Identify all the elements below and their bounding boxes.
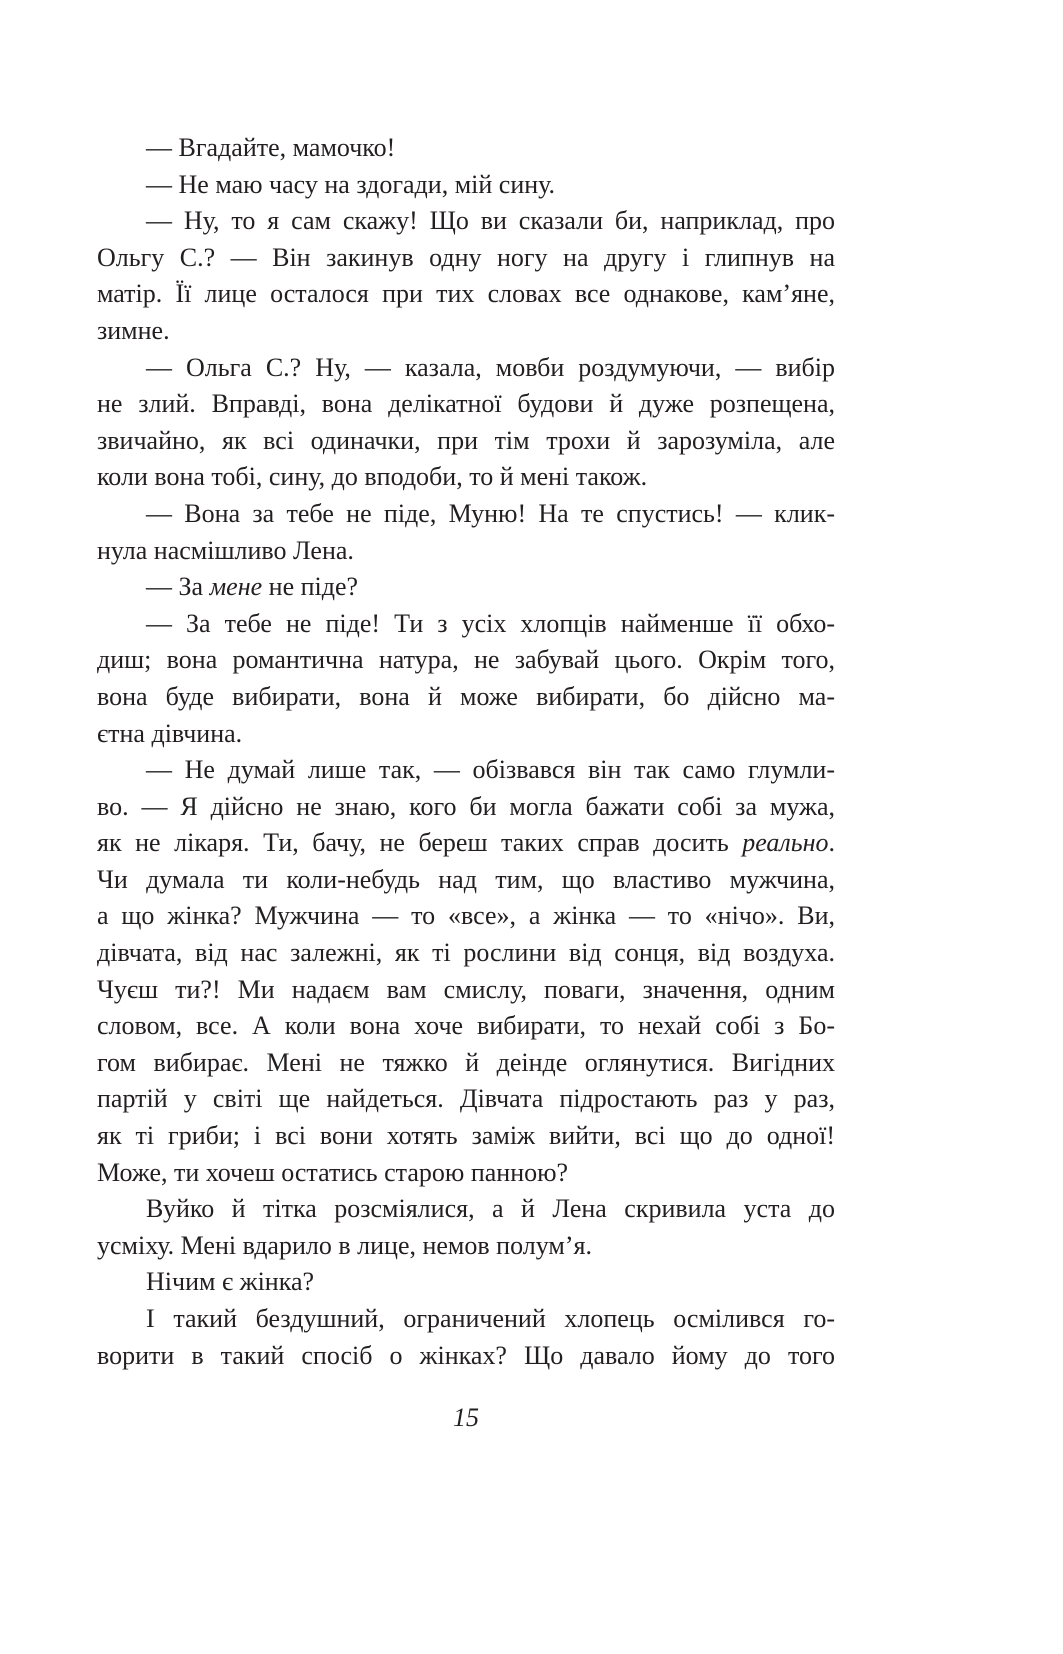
text-line: коли вона тобі, сину, до вподоби, то й мені також. (97, 462, 648, 492)
text-line: єтна дівчина. (97, 718, 243, 748)
text-line: І такий бездушний, ограничений хлопець осмілився го- (146, 1304, 835, 1333)
paragraph (97, 350, 835, 496)
text-line: гом вибирає. Мені не тяжко й деінде оглянутися. Вигідних (97, 1047, 835, 1077)
text-segment: як не лікаря. Ти, бачу, не береш таких справ досить (97, 828, 743, 858)
text-line (97, 825, 835, 862)
text-line: дівчата, від нас залежні, як ті рослини від сонця, від воздуха. (97, 938, 835, 968)
paragraph (97, 569, 835, 606)
paragraph (97, 203, 835, 349)
text-line: — Ольга С.? Ну, — казала, мовби роздумуючи, — вибір (146, 352, 835, 382)
paragraph (97, 752, 835, 1191)
text-line: — Вгадайте, мамочко! (146, 133, 396, 162)
italic-emphasis: реально (742, 828, 829, 858)
italic-emphasis: мене (209, 572, 263, 602)
paragraph (97, 1191, 835, 1264)
text-line (97, 569, 835, 606)
text-line: — Ну, то я сам скажу! Що ви сказали би, наприклад, про (146, 206, 835, 236)
text-segment: не піде? (262, 572, 359, 602)
text-line: Ольгу С.? — Він закинув одну ногу на другу і глипнув на (97, 242, 835, 272)
text-line: — Не думай лише так, — обізвався він так само глумли- (146, 755, 835, 785)
paragraph (97, 167, 835, 204)
paragraph (97, 130, 835, 167)
text-line: усміху. Мені вдарило в лице, немов полум’я. (97, 1230, 592, 1260)
text-line: вона буде вибирати, вона й може вибирати, бо дійсно ма- (97, 681, 835, 711)
text-line: Чуєш ти?! Ми надаєм вам смислу, поваги, значення, одним (97, 974, 835, 1004)
text-line: — За тебе не піде! Ти з усіх хлопців найменше її обхо- (146, 608, 835, 638)
text-line: зимне. (97, 315, 170, 345)
text-line: матір. Її лице осталося при тих словах все однакове, кам’яне, (97, 279, 835, 309)
paragraph (97, 1301, 835, 1374)
paragraph (97, 606, 835, 752)
text-line: — Не маю часу на здогади, мій сину. (146, 169, 556, 199)
text-line: звичайно, як всі одиначки, при тім трохи й зарозуміла, але (97, 425, 835, 455)
text-line: Вуйко й тітка розсміялися, а й Лена скривила уста до (146, 1194, 835, 1224)
text-line: диш; вона романтична натура, не забувай цього. Окрім того, (97, 645, 835, 675)
text-line: Може, ти хочеш остатись старою панною? (97, 1157, 569, 1187)
text-line: як ті гриби; і всі вони хотять заміж вийти, всі що до одної! (97, 1121, 835, 1151)
text-segment: — За (146, 572, 210, 602)
text-line: Чи думала ти коли-небудь над тим, що властиво мужчина, (97, 864, 835, 894)
text-line: партій у світі ще найдеться. Дівчата підростають раз у раз, (97, 1084, 835, 1114)
text-line: ворити в такий спосіб о жінках? Що давало йому до того (97, 1340, 835, 1370)
paragraph (97, 496, 835, 569)
text-line: нула насмішливо Лена. (97, 535, 354, 565)
text-line: словом, все. А коли вона хоче вибирати, то нехай собі з Бо- (97, 1011, 835, 1041)
text-line: не злий. Вправді, вона делікатної будови й дуже розпещена, (97, 389, 835, 419)
body-text (97, 130, 835, 1374)
text-line: — Вона за тебе не піде, Муню! На те спустись! — клик- (146, 498, 835, 528)
text-line: во. — Я дійсно не знаю, кого би могла бажати собі за мужа, (97, 791, 835, 821)
text-line: Нічим є жінка? (146, 1267, 315, 1297)
text-segment: . (828, 828, 835, 858)
paragraph (97, 1264, 835, 1301)
text-line: а що жінка? Мужчина — то «все», а жінка — то «нічо». Ви, (97, 901, 835, 931)
page-number: 15 (453, 1403, 479, 1432)
